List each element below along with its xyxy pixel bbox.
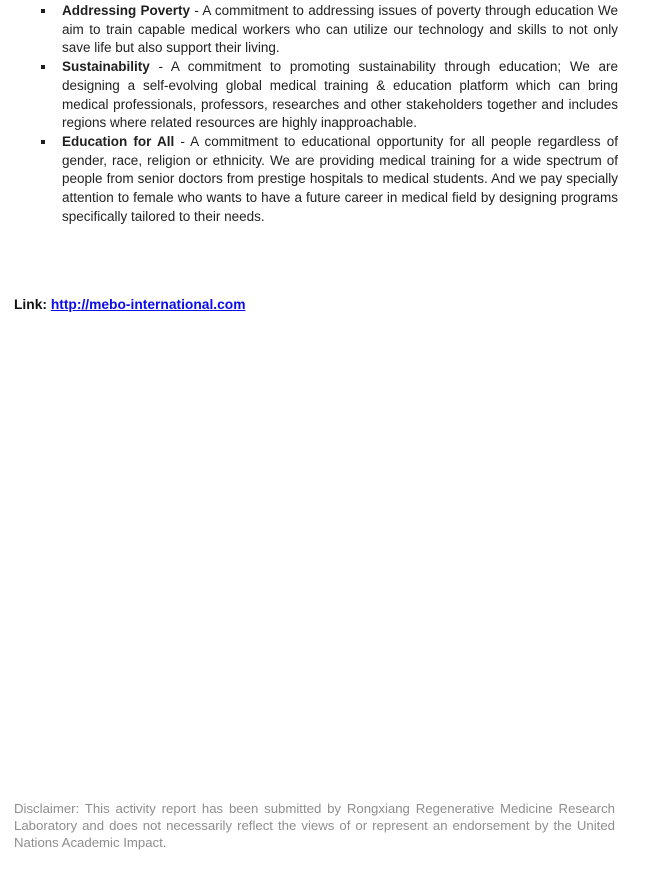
bullet-square-icon bbox=[41, 65, 45, 69]
bullet-square-icon bbox=[41, 9, 45, 13]
bullet-body: - A commitment to educational opportunity for all people regardless of gender, race, religion or ethnicity. We are providing medical training for a wide spectrum of people from senior doctors from prestige hospitals to medical students. And we pay specially attention to female who wants to have a future career in medical field by designing programs specifically tailored to their needs. bbox=[62, 133, 619, 224]
bullet-square-icon bbox=[41, 140, 45, 144]
list-item bbox=[40, 58, 618, 133]
link-line bbox=[14, 296, 246, 314]
list-item bbox=[40, 133, 618, 227]
bullet-title: Education for All bbox=[62, 133, 175, 149]
bullet-body: - A commitment to addressing issues of poverty through education We aim to train capable medical workers who can utilize our technology and skills to not only save life but also support their living. bbox=[62, 3, 618, 56]
bullet-text bbox=[62, 134, 618, 224]
bullet-text bbox=[62, 59, 618, 130]
disclaimer-text: Disclaimer: This activity report has been submitted by Rongxiang Regenerative Medicine Research Laboratory and does not necessarily reflect the views of or represent an endorsement by the United Nations Academic Impact. bbox=[14, 801, 615, 851]
link-label: Link: bbox=[14, 297, 47, 312]
bullet-body: - A commitment to promoting sustainability through education; We are designing a self-evolving global medical training & education platform which can bring medical professionals, professors, researches and other stakeholders together and includes regions where related resources are highly inapproachable. bbox=[62, 59, 618, 131]
mebo-international-link[interactable]: http://mebo-international.com bbox=[50, 297, 246, 312]
bullet-title: Sustainability bbox=[62, 59, 150, 75]
list-item bbox=[40, 2, 618, 58]
bullet-text bbox=[62, 3, 618, 55]
bullet-title: Addressing Poverty bbox=[62, 3, 191, 18]
bullet-list bbox=[40, 2, 618, 226]
